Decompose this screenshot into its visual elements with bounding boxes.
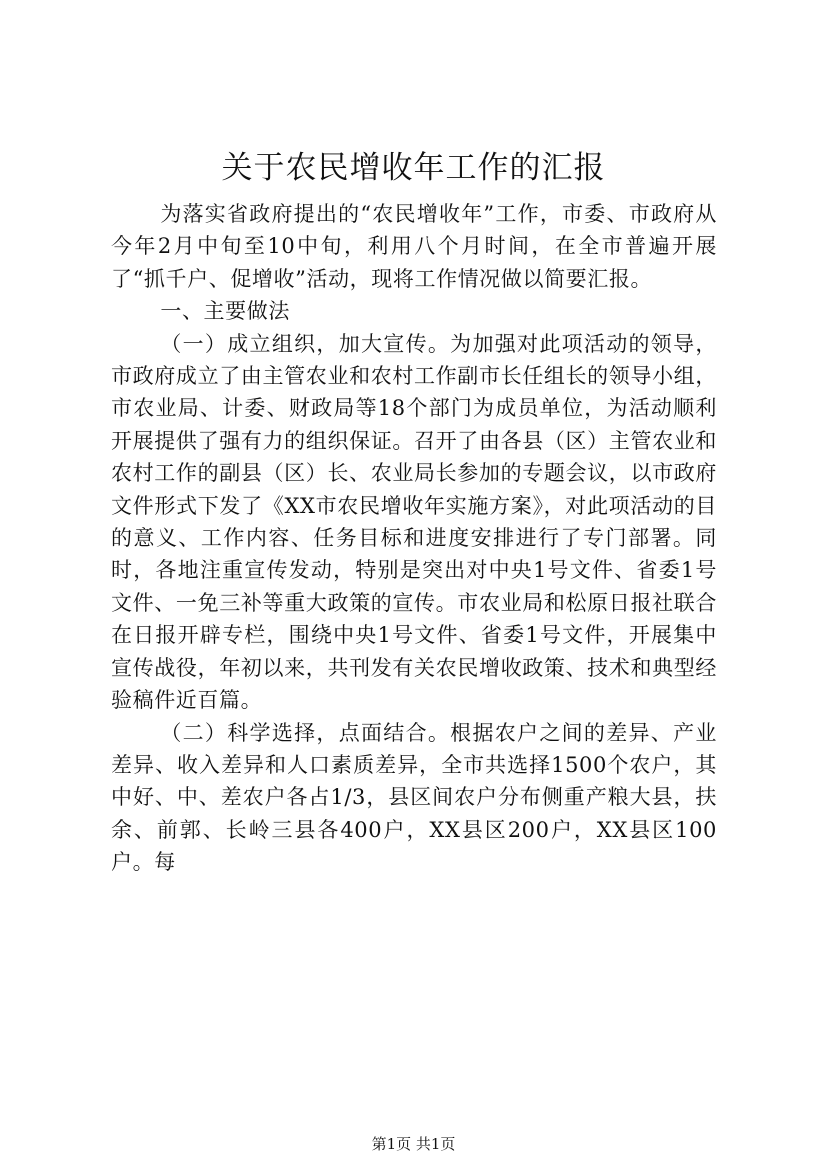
page-footer: 第1页 共1页: [371, 1135, 456, 1153]
document-title: 关于农民增收年工作的汇报: [221, 150, 606, 186]
body-paragraph-2: （二）科学选择，点面结合。根据农户之间的差异、产业差异、收入差异和人口素质差异，全市共选择1500个农户，其中好、中、差农户各占1/3，县区间农户分布侧重产粮大县，扶余、前郭、长岭三县各400户，XX县区200户，XX县区100户。每: [111, 720, 717, 875]
body-paragraph-1: （一）成立组织，加大宣传。为加强对此项活动的领导，市政府成立了由主管农业和农村工作副市长任组长的领导小组，市农业局、计委、财政局等18个部门为成员单位，为活动顺利开展提供了强有力的组织保证。召开了由各县（区）主管农业和农村工作的副县（区）长、农业局长参加的专题会议，以市政府文件形式下发了《XX市农民增收年实施方案》，对此项活动的目的意义、工作内容、任务目标和进度安排进行了专门部署。同时，各地注重宣传发动，特别是突出对中央1号文件、省委1号文件、一免三补等重大政策的宣传。市农业局和松原日报社联合在日报开辟专栏，围绕中央1号文件、省委1号文件，开展集中宣传战役，年初以来，共刊发有关农民增收政策、技术和典型经验稿件近百篇。: [111, 331, 717, 713]
section-heading: 一、主要做法: [160, 299, 290, 324]
intro-paragraph: 为落实省政府提出的“农民增收年”工作，市委、市政府从今年2月中旬至10中旬，利用八个月时间，在全市普遍开展了“抓千户、促增收”活动，现将工作情况做以简要汇报。: [111, 202, 717, 291]
document-body: [111, 198, 717, 879]
